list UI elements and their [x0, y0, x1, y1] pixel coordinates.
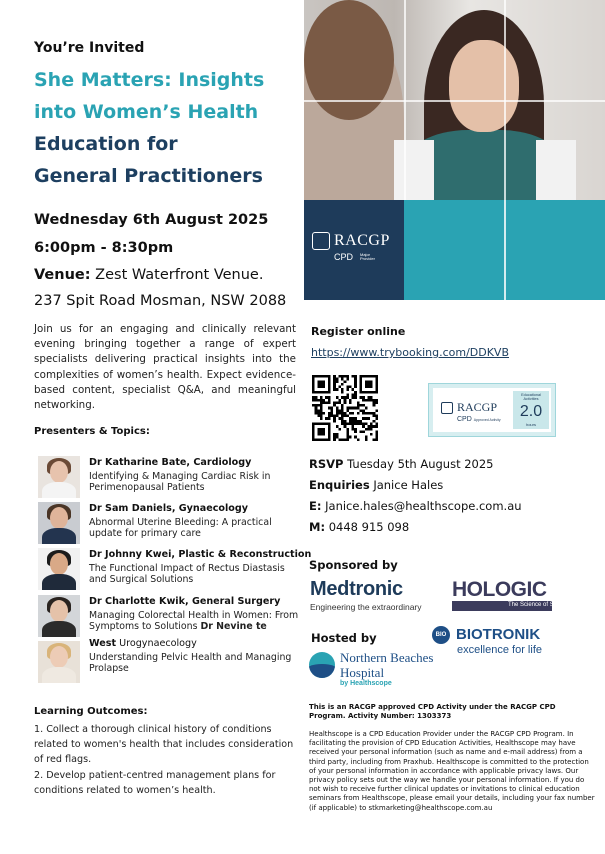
photo-grid-line: [304, 100, 605, 102]
phone-label: M:: [309, 520, 326, 534]
title-line-2: into Women’s Health: [34, 101, 259, 123]
privacy-notice: Healthscope is a CPD Education Provider under the RACGP CPD Program. In facilitating the provision of CPD Education Activities, Healthscope may have received your personal information (such as name and e-mail address) from a third party, including from Praxhub. Healthscope is committed to the protection of your personal information in accordance with applicable privacy laws. Our privacy policy sets out the way we handle your personal information. If you do not wish to receive further clinical updates or invitations to clinical education seminars from Healthscope, please email your details, including your fax number (if applicable) to stkmarketing@healthscope.com.au: [309, 730, 595, 812]
presenter-topic: The Functional Impact of Rectus Diastasis and Surgical Solutions: [89, 563, 285, 585]
presenter-photo: [38, 641, 80, 683]
avatar-head: [50, 461, 68, 483]
intro-paragraph: Join us for an engaging and clinically relevant evening bringing together a range of expert specialists delivering practical insights into the complexities of women’s health. Expect evidence-based content, specialist Q&A, and meaningful networking.: [34, 323, 296, 412]
presenter-name: Dr Johnny Kwei, Plastic & Reconstruction: [89, 549, 312, 560]
learning-outcome-item: 2. Develop patient-centred management plans for conditions related to women’s health.: [34, 769, 276, 796]
venue-name: Zest Waterfront Venue.: [95, 267, 264, 283]
presenter-topic: Understanding Pelvic Health and Managing Prolapse: [89, 652, 292, 674]
event-venue: [34, 262, 286, 314]
hospital-by: by Healthscope: [340, 680, 392, 687]
enquiries-label: Enquiries: [309, 478, 370, 492]
hologic-name: HOLOGIC: [452, 578, 547, 601]
avatar-head: [50, 507, 68, 529]
presenter-name: Dr Katharine Bate, Cardiology: [89, 457, 252, 468]
rsvp-value: Tuesday 5th August 2025: [343, 457, 494, 471]
avatar-body: [42, 528, 76, 544]
presenters-heading: Presenters & Topics:: [34, 426, 150, 437]
presenter-photo: [38, 502, 80, 544]
badge-cpd: CPD Approved Activity: [457, 416, 501, 423]
badge-crest-icon: [441, 402, 453, 414]
event-when: [34, 206, 268, 262]
medtronic-logo: [310, 578, 422, 612]
doctor-patient-photo: [304, 0, 605, 200]
badge-label: Educational Activities: [521, 393, 541, 402]
biotronik-tagline: excellence for life: [457, 644, 542, 656]
event-date: Wednesday 6th August 2025: [34, 212, 269, 228]
racgp-cpd: CPD: [334, 252, 354, 262]
avatar-body: [42, 482, 76, 498]
presenter-topic: [89, 610, 299, 632]
racgp-logo: [312, 232, 390, 262]
event-time: 6:00pm - 8:30pm: [34, 240, 174, 256]
phone-value: 0448 915 098: [325, 520, 410, 534]
enquiries-value: Janice Hales: [369, 478, 444, 492]
medtronic-tagline: Engineering the extraordinary: [310, 602, 422, 612]
venue-address: 237 Spit Road Mosman, NSW 2088: [34, 293, 287, 309]
doctor-coat-right: [536, 140, 576, 200]
presenter-item: [38, 502, 300, 546]
badge-hours-label: hours: [525, 422, 536, 427]
presenter-photo: [38, 595, 80, 637]
email-value[interactable]: Janice.hales@healthscope.com.au: [321, 499, 522, 513]
presenter-photo: [38, 548, 80, 590]
badge-hours-box: [513, 391, 549, 429]
racgp-crest-icon: [312, 232, 330, 250]
event-title: [34, 64, 304, 192]
wave-icon: [309, 652, 335, 678]
avatar-head: [50, 553, 68, 575]
email-label: E:: [309, 499, 322, 513]
learning-outcomes-heading: Learning Outcomes:: [34, 706, 148, 717]
teal-tile: [404, 200, 605, 300]
doctor-face: [449, 40, 519, 132]
venue-label: Venue:: [34, 267, 91, 283]
avatar-body: [42, 574, 76, 590]
title-line-1: She Matters: Insights: [34, 69, 265, 91]
racgp-cpd-badge: [428, 383, 556, 437]
avatar-head: [50, 600, 68, 622]
medtronic-name: Medtronic: [310, 578, 403, 600]
doctor-coat-left: [394, 140, 434, 200]
presenter-item: [38, 456, 300, 500]
learning-outcome-item: 1. Collect a thorough clinical history of conditions related to women's health that includes consideration of red flags.: [34, 724, 294, 766]
invited-heading: You’re Invited: [34, 40, 145, 56]
title-line-3: Education for: [34, 133, 178, 155]
biotronik-mark-icon: BIO: [432, 626, 450, 644]
avatar-body: [42, 667, 76, 683]
presenter-topic: Identifying & Managing Cardiac Risk in Perimenopausal Patients: [89, 471, 271, 493]
presenter-name: Dr Sam Daniels, Gynaecology: [89, 503, 249, 514]
presenter-photo: [38, 456, 80, 498]
avatar-head: [50, 646, 68, 668]
presenter-name: Dr Charlotte Kwik, General Surgery: [89, 596, 281, 607]
avatar-body: [42, 621, 76, 637]
hologic-logo: [452, 578, 563, 608]
west-bold: West: [89, 638, 117, 649]
presenter-name-west: [89, 638, 197, 649]
badge-hours: 2.0: [519, 403, 543, 420]
sponsored-heading: Sponsored by: [309, 558, 398, 572]
biotronik-name: BIOTRONIK: [456, 626, 541, 643]
register-heading: Register online: [311, 325, 406, 338]
racgp-name: RACGP: [334, 232, 390, 249]
presenter-topic-text: Managing Colorectal Health in Women: From Symptoms to Solutions: [89, 610, 299, 632]
tile-grid-line: [504, 200, 506, 300]
west-specialty: Urogynaecology: [116, 638, 197, 649]
hosted-heading: Hosted by: [311, 631, 377, 645]
qr-code[interactable]: [312, 375, 378, 441]
badge-cpd-sub: Approved Activity: [473, 418, 501, 422]
register-link[interactable]: https://www.trybooking.com/DDKVB: [311, 346, 509, 359]
title-line-4: General Practitioners: [34, 165, 263, 187]
phone-line: [309, 520, 409, 534]
qr-code-image: [312, 375, 378, 441]
badge-name: RACGP: [457, 400, 498, 414]
cpd-approval-notice: This is an RACGP approved CPD Activity under the RACGP CPD Program. Activity Number: 1303373: [309, 703, 556, 721]
rsvp-line: [309, 457, 494, 471]
hologic-tagline: The Science of Sure: [508, 602, 563, 608]
presenter-item: [38, 548, 312, 592]
patient-hair: [304, 0, 394, 120]
presenter-topic: Abnormal Uterine Bleeding: A practical update for primary care: [89, 517, 272, 539]
learning-outcomes-list: [34, 722, 296, 798]
badge-inner: [433, 388, 551, 432]
enquiries-line: [309, 478, 443, 492]
email-line: [309, 499, 522, 513]
presenter-item: [38, 595, 300, 639]
next-presenter-name-part: Dr Nevine te: [200, 621, 267, 632]
rsvp-label: RSVP: [309, 457, 344, 471]
racgp-sub: Major Provider: [360, 252, 375, 261]
hospital-name: Northern Beaches Hospital: [340, 650, 434, 680]
